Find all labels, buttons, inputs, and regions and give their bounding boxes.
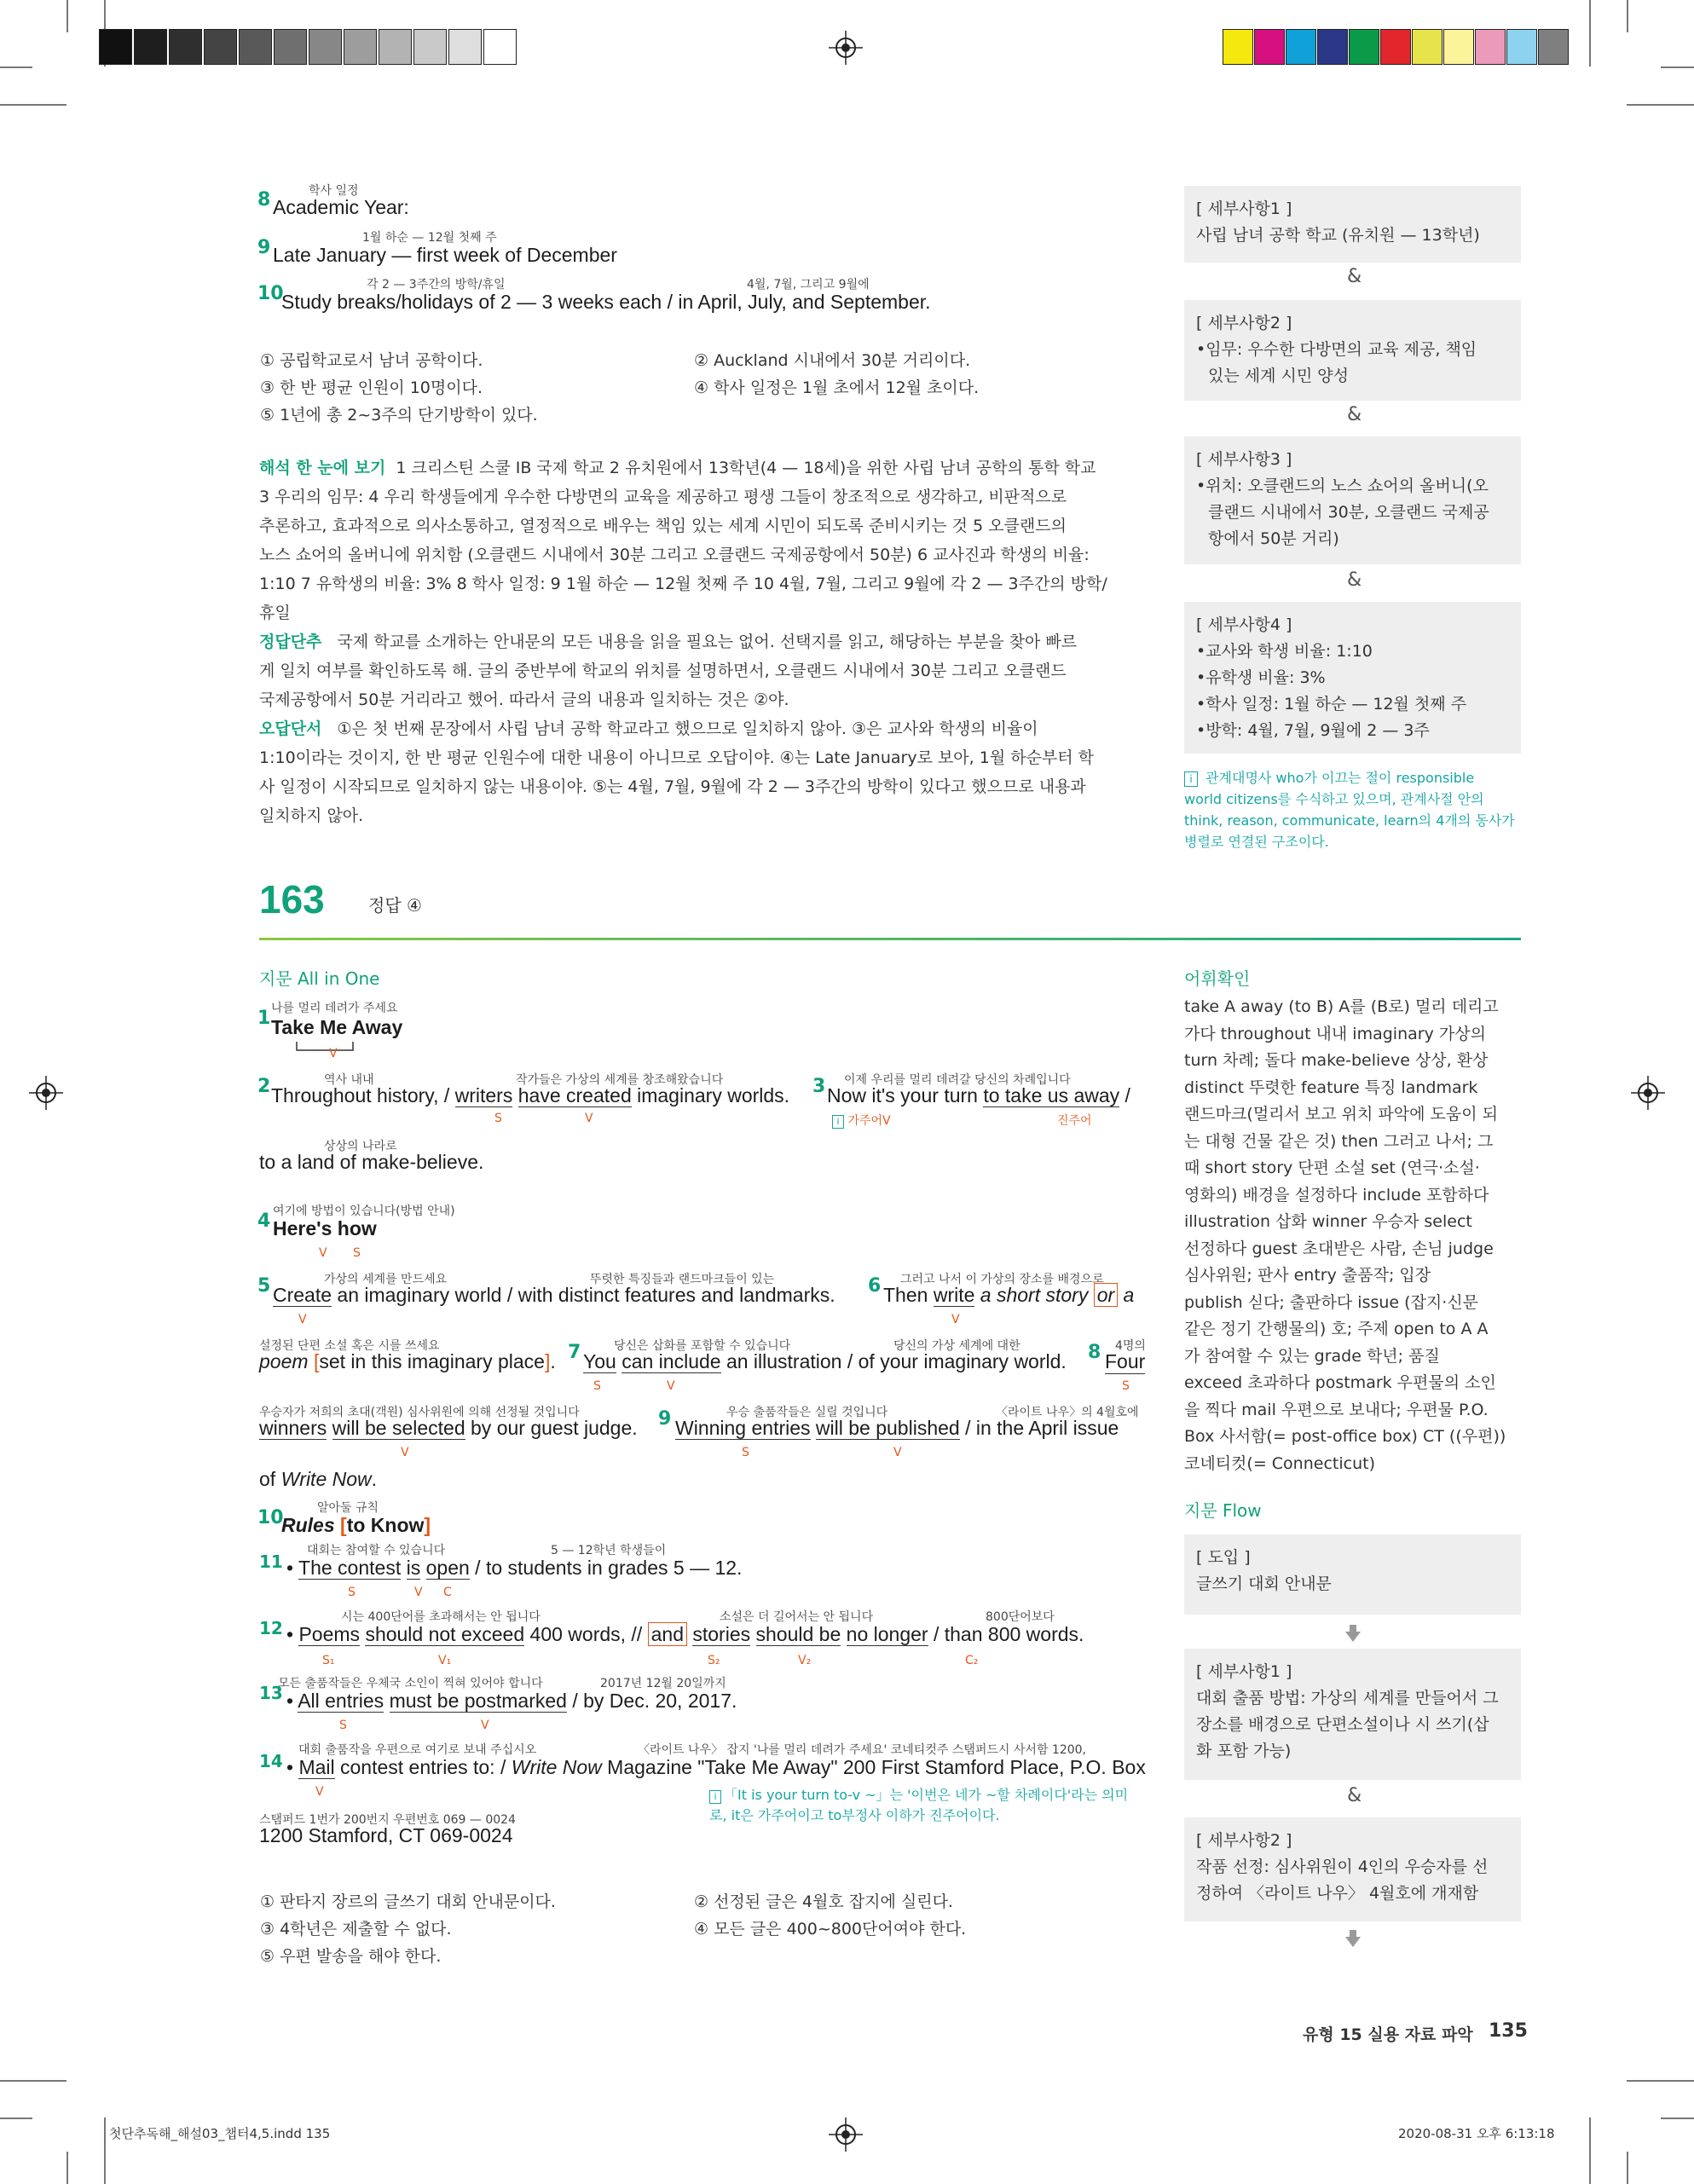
box-text: •임무: 우수한 다방면의 교육 제공, 책임 [1196,340,1477,359]
subject: All entries [298,1690,384,1712]
color-swatch [1475,29,1506,65]
subject: Winning entries [675,1417,811,1439]
line-number: 9 [257,237,271,258]
box-text: •학사 일정: 1월 하순 — 12월 첫째 주 [1196,695,1467,714]
vocab-line: publish 싣다; 출판하다 issue (잡지·신문 [1184,1292,1479,1312]
grammar-label: V [414,1586,423,1599]
text: / in the April issue [959,1417,1119,1439]
section-title: 지문 All in One [259,968,380,989]
option-4: ④ 학사 일정은 1월 초에서 12월 초이다. [694,378,980,397]
registration-crosshair-icon [829,2118,863,2152]
text: . [371,1468,378,1490]
option-5: ⑤ 우편 발송을 해야 한다. [260,1947,442,1966]
vocab-title: 어휘확인 [1184,968,1251,989]
line-number: 9 [658,1408,672,1430]
box-text: •위치: 오클랜드의 노스 쇼어의 올버니(오 [1196,477,1489,495]
gloss: 뚜렷한 특징들과 랜드마크들이 있는 [590,1273,775,1286]
option-1: ① 공립학교로서 남녀 공학이다. [260,351,483,370]
detail-box-2 [1184,300,1521,401]
complement: open [425,1557,470,1579]
ampersand: & [1347,404,1362,425]
vocab-list [1184,994,1525,1477]
line-number: 10 [257,283,284,304]
vocab-line: exceed 초과하다 postmark 우편물의 소인 [1184,1373,1496,1392]
gloss: 시는 400단어를 초과해서는 안 됩니다 [341,1610,541,1624]
box-text: 장소를 배경으로 단편소설이나 시 쓰기(삽 [1196,1715,1489,1734]
answer-line: 국제 학교를 소개하는 안내문의 모든 내용을 읽을 필요는 없어. 선택지를 읽고, 해당하는 부분을 찾아 빠르 [337,633,1078,651]
color-swatch [1538,29,1569,65]
gloss: 상상의 나라로 [324,1140,397,1153]
box-text: 있는 세계 시민 양성 [1208,367,1349,385]
sentence-3 [827,1084,1130,1107]
gloss: 4월, 7월, 그리고 9월에 [747,278,870,292]
option-5: ⑤ 1년에 총 2~3주의 단기방학이 있다. [260,406,538,425]
text: / [1119,1084,1130,1106]
gloss: 800단어보다 [986,1610,1055,1624]
grammar-label: V [481,1719,489,1732]
subject: winners [259,1417,327,1439]
gloss: 이제 우리를 멀리 데려갈 당신의 차례입니다 [844,1073,1071,1087]
text: Rules [281,1514,335,1536]
down-arrow-icon [1345,1937,1361,1947]
registration-crosshair-icon [29,1076,63,1110]
verb: is [406,1557,421,1579]
grammar-label: V [401,1446,409,1459]
verb: should be [755,1623,841,1645]
box-text: 작품 선정: 심사위원이 4인의 우승자를 선 [1196,1858,1489,1876]
ampersand: & [1347,569,1362,591]
grammar-label: V [319,1246,327,1260]
color-swatch [1223,29,1253,65]
line-number: 6 [868,1275,882,1297]
line-number: 5 [257,1275,271,1297]
subject: writers [454,1084,513,1106]
grammar-label: V [315,1785,324,1799]
subject: The contest [298,1557,402,1579]
grammar-label: 진주어 [1057,1114,1092,1128]
section-divider [259,938,1521,940]
answer-line: 게 일치 여부를 확인하도록 해. 글의 중반부에 학교의 위치를 설명하면서, 오클랜드 시내에서 30분 그리고 오클랜드 [259,662,1067,680]
color-swatch [1286,29,1316,65]
grammar-label: V [298,1313,307,1326]
line-number: 3 [812,1076,826,1097]
ampersand: & [1347,266,1362,287]
box-title: [ 세부사항2 ] [1196,1831,1292,1850]
verb: should not exceed [365,1623,525,1645]
subject: You [583,1350,616,1372]
grayscale-swatch [344,29,377,65]
color-swatch [1349,29,1379,65]
verb: will be published [815,1417,960,1439]
text: 400 words, // [524,1623,648,1645]
wrong-line: 사 일정이 시작되므로 일치하지 않는 내용이야. ⑤는 4월, 7월, 9월에 각 2 — 3주간의 방학이 있다고 했으므로 내용과 [259,777,1086,796]
box-title: [ 도입 ] [1196,1548,1251,1567]
line-number: 7 [568,1342,581,1363]
gloss: 2017년 12월 20일까지 [600,1677,726,1690]
chapter-label: 유형 15 실용 자료 파악 [1303,2025,1473,2044]
sentence-11: • The contest is open / to students in grades 5 — 12. [286,1557,743,1579]
heading-answer: 정답단추 [259,633,322,651]
line-number: 1 [257,1008,271,1029]
note-line: 「It is your turn to-v ~」는 '이번은 네가 ~할 차례이다'라는 의미 [724,1787,1129,1803]
option-3: ③ 한 반 평균 인원이 10명이다. [260,378,483,397]
vocab-line: Box 사서함(= post-office box) CT ((우편)) [1184,1427,1506,1446]
gloss: 가상의 세계를 만드세요 [324,1273,448,1286]
gloss: 4명의 [1115,1339,1146,1353]
gloss: 알아둘 규칙 [317,1501,379,1515]
line-number: 8 [1088,1342,1101,1363]
gloss: 스탬퍼드 1번가 200번지 우편번호 069 — 0024 [259,1813,516,1827]
flow-box-detail-2 [1184,1817,1521,1921]
line-number: 2 [257,1076,271,1097]
grammar-label: V [329,1047,338,1060]
box-text: 사립 남녀 공학 학교 (유치원 — 13학년) [1196,226,1480,245]
sentence-12: • Poems should not exceed 400 words, // and stories should be no longer / than 800 words. [286,1623,1084,1645]
answer-label: 정답 ④ [368,895,422,916]
box-title: [ 세부사항3 ] [1196,450,1292,469]
box-text: 정하여 〈라이트 나우〉 4월호에 개재함 [1196,1884,1479,1903]
grayscale-swatch [309,29,342,65]
sentence-6-cont: poem [set in this imaginary place]. [259,1350,556,1372]
translation-line: 3 우리의 임무: 4 우리 학생들에게 우수한 다방면의 교육을 제공하고 평생 그들이 창조적으로 생각하고, 비판적으로 [259,488,1067,506]
heading-wrong: 오답단서 [259,719,322,738]
complement: no longer [846,1623,928,1645]
vocab-line: 랜드마크(멀리서 보고 위치 파악에 도움이 되 [1184,1105,1498,1124]
sentence: Academic Year: [273,196,409,218]
box-text: •교사와 학생 비율: 1:10 [1196,642,1373,661]
verb: write [933,1284,975,1306]
grammar-label: S [348,1586,356,1599]
sentence-14-cont: 1200 Stamford, CT 069-0024 [259,1824,513,1846]
sentence-14: • Mail contest entries to: / Write Now Magazine "Take Me Away" 200 First Stamford Place, P.O. Box [286,1756,1146,1778]
grammar-label: V₂ [798,1654,812,1667]
option-2: ② Auckland 시내에서 30분 거리이다. [694,351,971,370]
sentence-13: • All entries must be postmarked / by Dec. 20, 2017. [286,1690,737,1712]
text: an illustration / of your imaginary world. [720,1350,1067,1372]
wrong-line: 일치하지 않아. [259,806,364,825]
sentence-5 [273,1284,835,1307]
box-title: [ 세부사항1 ] [1196,1662,1292,1681]
box-text: •방학: 4월, 7월, 9월에 2 — 3주 [1196,721,1430,740]
option-3: ③ 4학년은 제출할 수 없다. [260,1920,452,1938]
text: a short story [974,1284,1094,1306]
vocab-line: take A away (to B) A를 (B로) 멀리 데리고 [1184,997,1499,1016]
line-number: 11 [259,1551,283,1572]
sentence-9-cont [259,1468,377,1491]
grammar-label: C [443,1586,452,1599]
gloss: 소설은 더 길어서는 안 됩니다 [720,1610,874,1624]
gloss: 학사 일정 [309,184,359,198]
grammar-label: S₂ [708,1654,720,1667]
gloss: 역사 내내 [324,1073,374,1087]
vocab-line: 같은 정기 간행물의) 호; 주제 open to A A [1184,1320,1489,1338]
grammar-note [1184,767,1525,852]
vocab-line: distinct 뚜렷한 feature 특징 landmark [1184,1078,1478,1097]
flow-box-detail-1 [1184,1649,1521,1780]
box-text: 글쓰기 대회 안내문 [1196,1574,1332,1593]
gloss: 설정된 단편 소설 혹은 시를 쓰세요 [259,1339,440,1353]
gloss: 모든 출품작들은 우체국 소인이 찍혀 있어야 합니다 [278,1677,543,1690]
down-arrow-icon [1350,1625,1356,1632]
sentence-4: Here's how [273,1217,377,1239]
note-line: think, reason, communicate, learn의 4개의 동사가 [1184,812,1515,829]
vocab-line: 코네티컷(= Connecticut) [1184,1453,1375,1473]
wrong-line: ①은 첫 번째 문장에서 사립 남녀 공학 학교라고 했으므로 일치하지 않아. ③은 교사와 학생의 비율이 [337,719,1038,738]
text: Throughout history, / [271,1084,455,1106]
registration-crosshair-icon [1631,1076,1665,1110]
grayscale-swatch [413,29,447,65]
gloss: 작가들은 가상의 세계를 창조해왔습니다 [516,1073,724,1087]
text: / by Dec. 20, 2017. [566,1690,737,1712]
grammar-label: S [494,1112,502,1125]
text: Then [883,1284,934,1306]
gloss: 〈라이트 나우〉의 4월호에 [996,1406,1139,1419]
box-text: 항에서 50분 거리) [1208,529,1339,548]
sentence: Late January — first week of December [273,244,617,266]
wrong-line: 1:10이라는 것이지, 한 반 평균 인원수에 대한 내용이 아니므로 오답이야. ④는 Late January로 보아, 1월 하순부터 학 [259,748,1095,767]
text: Now it's your turn [827,1084,984,1106]
note-line: 로, it은 가주어이고 to부정사 이하가 진주어이다. [709,1807,1000,1823]
color-swatch [1254,29,1285,65]
question-number: 163 [259,877,325,922]
down-arrow-icon [1350,1930,1356,1937]
print-timestamp: 2020-08-31 오후 6:13:18 [1398,2126,1555,2141]
flow-title: 지문 Flow [1184,1500,1262,1521]
vocab-line: 는 대형 건물 같은 것) then 그러고 나서; 그 [1184,1131,1494,1151]
vocab-line: turn 차례; 돌다 make-believe 상상, 환상 [1184,1051,1489,1070]
option-2: ② 선정된 글은 4월호 잡지에 실린다. [694,1892,953,1911]
conjunction: and [648,1622,687,1646]
text: contest entries to: / [334,1756,512,1778]
answer-line: 국제공항에서 50분 거리라고 했어. 따라서 글의 내용과 일치하는 것은 ②야. [259,690,789,709]
grayscale-swatch [483,29,517,65]
grammar-label: V [667,1379,675,1393]
gloss: 당신은 삽화를 포함할 수 있습니다 [614,1339,791,1353]
translation-line: 1 크리스틴 스쿨 IB 국제 학교 2 유치원에서 13학년(4 — 18세)을 위한 사립 남녀 공학의 통학 학교 [396,459,1096,477]
color-swatch [1443,29,1474,65]
line-number: 4 [257,1210,271,1232]
gloss: 대회 출품작을 우편으로 여기로 보내 주십시오 [298,1743,537,1757]
grammar-label: S [339,1719,347,1732]
vocab-line: 가다 throughout 내내 imaginary 가상의 [1184,1024,1486,1043]
grammar-label: S [593,1379,601,1393]
grayscale-swatch [274,29,307,65]
text: a [1118,1284,1135,1306]
magazine-name: Write Now [280,1468,372,1490]
verb: must be postmarked [389,1690,567,1712]
grammar-label: S [742,1446,749,1459]
text: imaginary worlds. [631,1084,790,1106]
detail-box-4 [1184,602,1521,754]
color-swatch [1506,29,1537,65]
file-info: 첫단추독해_해설03_챕터4,5.indd 135 [109,2126,331,2141]
sentence-8-start: Four [1105,1350,1146,1372]
gloss: 여기에 방법이 있습니다(방법 안내) [273,1205,455,1218]
note-line: world citizens를 수식하고 있으며, 관계사절 안의 [1184,791,1484,807]
line-number: 8 [257,189,271,211]
vocab-line: 을 찍다 mail 우편으로 보내다; 우편물 P.O. [1184,1400,1489,1419]
heading-translation: 해석 한 눈에 보기 [259,459,386,477]
gloss: 〈라이트 나우〉 잡지 '나를 멀리 데려가 주세요' 코네티컷주 스탬퍼드시 사서함 1200, [638,1743,1086,1757]
vocab-line: illustration 삽화 winner 우승자 select [1184,1212,1472,1231]
note-marker [832,1112,891,1129]
box-text: 클랜드 시내에서 30분, 오클랜드 국제공 [1208,503,1489,522]
sentence-9 [675,1417,1119,1440]
vocab-line: 때 short story 단편 소설 set (연극·소설· [1184,1158,1480,1177]
grammar-label: V [951,1313,960,1326]
sentence-title: Take Me Away [271,1016,403,1038]
gloss: 나를 멀리 데려가 주세요 [271,1002,398,1015]
option-1: ① 판타지 장르의 글쓰기 대회 안내문이다. [260,1892,556,1911]
explanation [259,454,1146,830]
sentence-2 [271,1084,789,1107]
sentence-7 [583,1350,1067,1373]
grammar-label: S [1122,1379,1130,1393]
subject: stories [692,1623,751,1645]
sentence-10: Rules [to Know] [281,1514,431,1536]
gloss: 우승 출품작들은 실릴 것입니다 [726,1406,888,1419]
grammar-label: C₂ [965,1654,979,1667]
grammar-label: V₁ [438,1654,452,1667]
gloss: 각 2 — 3주간의 방학/휴일 [367,278,506,292]
grayscale-swatch [99,29,132,65]
grayscale-swatch [204,29,237,65]
box-title: [ 세부사항1 ] [1196,199,1292,218]
grayscale-swatch [379,29,412,65]
verb: Mail [298,1756,335,1778]
text: an imaginary world / with distinct features and landmarks. [332,1284,835,1306]
sentence-8 [259,1417,638,1440]
flow-box-intro [1184,1534,1521,1615]
translation-line: 노스 쇼어의 올버니에 위치함 (오클랜드 시내에서 30분 그리고 오클랜드 국제공항에서 50분) 6 교사진과 학생의 비율: [259,546,1090,564]
text: Magazine "Take Me Away" 200 First Stamford Place, P.O. Box [601,1756,1146,1778]
info-icon: i [832,1115,844,1129]
vocab-line: 영화의) 배경을 설정하다 include 포함하다 [1184,1185,1489,1205]
grammar-label: S₁ [322,1654,335,1667]
ampersand: & [1347,1785,1362,1806]
detail-box-1 [1184,186,1521,263]
gloss: 당신의 가상 세계에 대한 [893,1339,1020,1353]
magazine-name: Write Now [511,1756,602,1778]
note-line: 병렬로 연결된 구조이다. [1184,834,1329,850]
verb: can include [622,1350,721,1372]
grammar-label: 가주어V [847,1114,891,1128]
conjunction: or [1094,1283,1118,1307]
gloss: 그러고 나서 이 가상의 장소를 배경으로 [900,1273,1104,1286]
registration-crosshair-icon [829,31,863,65]
vocab-line: 가 참여할 수 있는 grade 학년; 품질 [1184,1346,1440,1366]
option-4: ④ 모든 글은 400~800단어여야 한다. [694,1920,967,1938]
text: of [259,1468,281,1490]
sentence-3-cont: to a land of make-believe. [259,1151,484,1173]
gloss: 대회는 참여할 수 있습니다 [307,1544,446,1557]
detail-box-3 [1184,436,1521,564]
infinitive: to take us away [983,1084,1120,1106]
grayscale-swatch [169,29,202,65]
verb: Create [273,1284,332,1306]
vocab-line: 심사위원; 판사 entry 출품작; 입장 [1184,1266,1431,1285]
gloss: 우승자가 저희의 초대(객원) 심사위원에 의해 선정될 것입니다 [259,1406,580,1419]
structure-bracket [295,1042,355,1054]
gloss: 1월 하순 — 12월 첫째 주 [362,231,497,245]
color-swatch [1412,29,1443,65]
sentence: Study breaks/holidays of 2 — 3 weeks each / in April, July, and September. [281,291,931,313]
grammar-label: V [893,1446,902,1459]
verb: have created [517,1084,632,1106]
line-number: 12 [259,1618,283,1638]
box-text: •유학생 비율: 3% [1196,668,1326,687]
line-number: 14 [259,1751,283,1771]
translation-block [259,454,1146,830]
info-icon: i [709,1790,721,1804]
grammar-label: S [353,1246,361,1260]
color-swatch [1317,29,1348,65]
vocab-line: 선정하다 guest 초대받은 사람, 손님 judge [1184,1239,1494,1258]
grammar-note [709,1785,1153,1826]
text: / to students in grades 5 — 12. [469,1557,743,1579]
box-title: [ 세부사항2 ] [1196,314,1292,332]
gloss: 5 — 12학년 학생들이 [551,1544,667,1557]
line-number: 13 [259,1683,283,1703]
grayscale-swatch [134,29,167,65]
text: / than 800 words. [928,1623,1084,1645]
modifier: set in this imaginary place [319,1350,545,1372]
verb: will be selected [332,1417,465,1439]
box-text: 화 포함 가능) [1196,1742,1292,1760]
sentence-6 [883,1284,1134,1307]
line-number: 10 [257,1507,284,1528]
note-line: 관계대명사 who가 이끄는 절이 responsible [1205,770,1475,786]
box-text: 대회 출품 방법: 가상의 세계를 만들어서 그 [1196,1689,1499,1707]
grayscale-swatch [239,29,272,65]
page-number: 135 [1489,2020,1528,2042]
color-swatch [1380,29,1411,65]
translation-line: 1:10 7 유학생의 비율: 3% 8 학사 일정: 9 1월 하순 — 12월 첫째 주 10 4월, 7월, 그리고 9월에 각 2 — 3주간의 방학/ [259,575,1107,593]
box-title: [ 세부사항4 ] [1196,615,1292,634]
translation-line: 추론하고, 효과적으로 의사소통하고, 열정적으로 배우는 책임 있는 세계 시민이 되도록 준비시키는 것 5 오클랜드의 [259,517,1067,535]
text: poem [259,1350,309,1372]
down-arrow-icon [1345,1632,1361,1642]
subject: Poems [298,1623,361,1645]
grayscale-swatch [448,29,482,65]
grammar-label: V [585,1112,593,1125]
info-icon: i [1184,771,1198,787]
translation-line: 휴일 [259,604,291,622]
modifier: to Know [346,1514,425,1536]
text: by our guest judge. [465,1417,638,1439]
